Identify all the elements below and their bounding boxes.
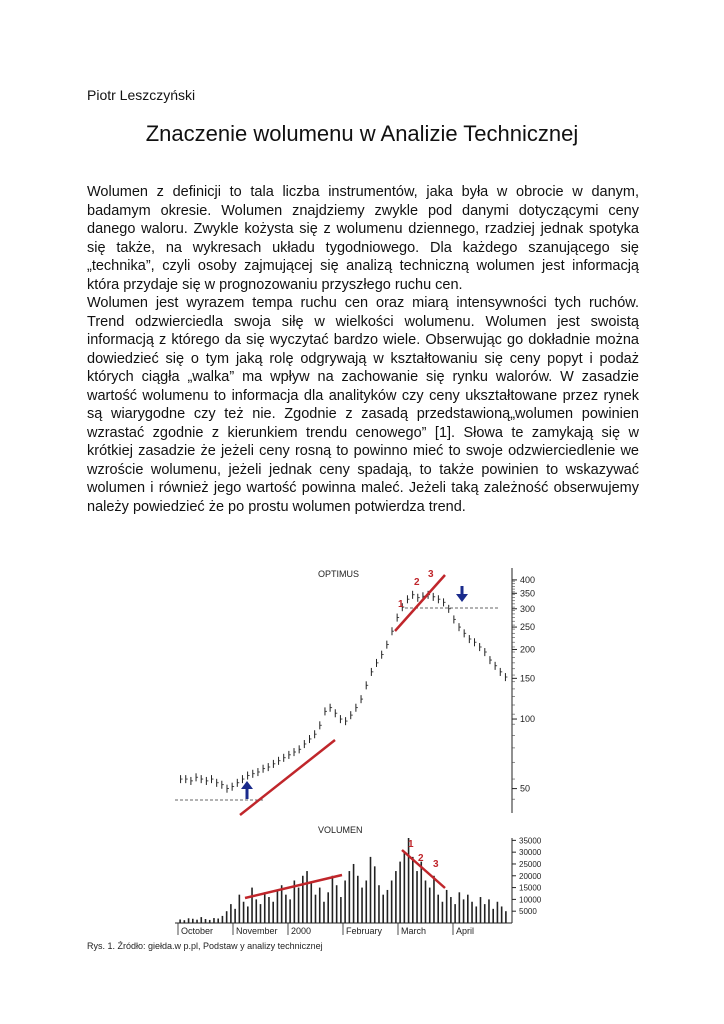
body-text xyxy=(87,183,639,516)
volume-tick-label: 15000 xyxy=(519,883,542,893)
volume-series xyxy=(180,838,506,923)
price-panel xyxy=(175,568,535,818)
volume-marker-1: 1 xyxy=(408,839,414,850)
volume-tick-label: 30000 xyxy=(519,848,542,858)
volume-axis-ticks xyxy=(512,836,542,916)
paragraph-1: Wolumen z definicji to tala liczba instrumentów, jaka była w obrocie w danym, badamym okresie. Wolumen znajdziemy zwykle pod danymi dotyczącymi ceny danego waloru. Zwykle kożysta się z wolumenu dziennego, rzadziej jednak spotyka się także, na wykresach układu tygodniowego. Dla każdego szanującego się „technika”, czyli osoby zajmującej się analizą techniczną wolumen jest informacją która przydaje się w prognozowaniu przyszłego ruchu cen. xyxy=(87,184,639,293)
price-axis-ticks xyxy=(512,575,535,799)
price-tick-label: 200 xyxy=(520,644,536,655)
price-tick-label: 300 xyxy=(520,603,536,614)
volume-panel xyxy=(175,825,542,936)
price-marker-3: 3 xyxy=(428,569,434,580)
x-axis-categories xyxy=(178,923,474,936)
x-category-label: March xyxy=(401,926,427,936)
price-tick-label: 400 xyxy=(520,574,536,585)
x-category-label: April xyxy=(456,926,475,936)
chart-svg xyxy=(170,563,542,943)
x-category-label: 2000 xyxy=(291,926,312,936)
figure-caption: Rys. 1. Źródło: giełda.w p.pl, Podstaw y analizy technicznej xyxy=(87,941,323,951)
price-tick-label: 100 xyxy=(520,714,536,725)
figure-chart xyxy=(170,563,542,943)
x-category-label: October xyxy=(181,926,214,936)
price-tick-label: 350 xyxy=(520,588,536,599)
price-marker-2: 2 xyxy=(414,577,420,588)
price-tick-label: 150 xyxy=(520,673,536,684)
volume-tick-label: 20000 xyxy=(519,871,542,881)
volume-chart-title: VOLUMEN xyxy=(318,825,363,835)
x-category-label: February xyxy=(346,926,383,936)
volume-marker-2: 2 xyxy=(418,853,424,864)
volume-tick-label: 35000 xyxy=(519,836,542,846)
author-name: Piotr Leszczyński xyxy=(87,87,196,103)
document-title: Znaczenie wolumenu w Analizie Technicznej xyxy=(145,121,579,146)
volume-marker-3: 3 xyxy=(433,859,439,870)
volume-tick-label: 5000 xyxy=(519,907,537,917)
x-category-label: November xyxy=(236,926,278,936)
paragraph-2: Wolumen jest wyrazem tempa ruchu cen oraz miarą intensywności tych ruchów. Trend odzwierciedla swoja siłę w wielkości wolumenu. Wolumen jest swoistą informacją z którego da się wyczytać bardzo wiele. Obserwując go dokładnie można dowiedzieć się o tym jaką rolę odgrywają w kształtowaniu się ceny popyt i podaż których ciągła „walka” ma wpływ na zachowanie się rynku walorów. W zasadzie wartość wolumenu to informacja dla analityków czy ceny ukształtowane przez rynek są wiarygodne czy też nie. Zgodnie z zasadą przedstawioną„wolumen powinien wzrastać zgodnie z kierunkiem trendu cenowego” [1]. Słowa te zamykają się w krótkiej zasadzie że jeżeli ceny rosną to powinno mieć to swoje odzwierciedlenie we wzroście wolumenu, jeżeli jednak ceny spadają, to także powinien to wskazywać wolumen i również jego wartość powinna maleć. Jeżeli taką zależność obserwujemy należy powiedzieć że po prostu wolumen potwierdza trend. xyxy=(87,295,639,515)
price-marker-1: 1 xyxy=(398,599,404,610)
volume-tick-label: 25000 xyxy=(519,859,542,869)
price-chart-title: OPTIMUS xyxy=(318,569,360,579)
volume-tick-label: 10000 xyxy=(519,895,542,905)
price-tick-label: 250 xyxy=(520,622,536,633)
price-tick-label: 50 xyxy=(520,783,531,794)
